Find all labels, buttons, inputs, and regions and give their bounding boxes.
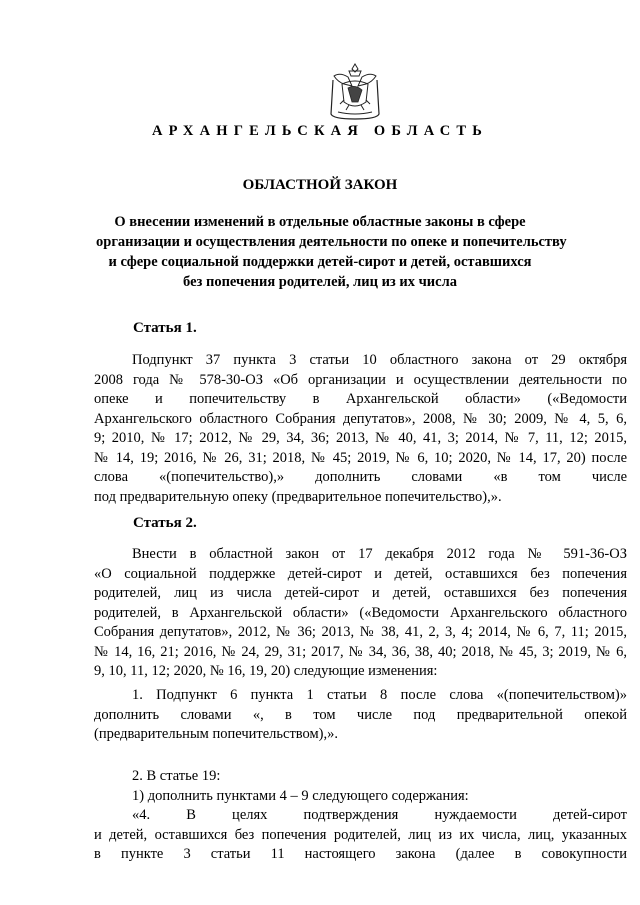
article-1-heading: Статья 1.: [133, 320, 197, 336]
text-line: слова «(попечительство),» дополнить словами «в том числе: [94, 469, 627, 485]
law-subject-line: без попечения родителей, лиц из их числа: [183, 274, 457, 290]
law-title: ОБЛАСТНОЙ ЗАКОН: [242, 177, 398, 193]
text-line: № 14, 19; 2016, № 26, 31; 2018, № 45; 2019, № 6, 10; 2020, № 14, 17, 20) после: [94, 449, 627, 466]
article-2-item-2: [94, 767, 627, 865]
text-line: под предварительную опеку (предварительное попечительство),».: [94, 488, 502, 505]
text-line: «О социальной поддержке детей-сирот и детей, оставшихся без попечения: [94, 565, 627, 582]
text-line: и детей, оставшихся без попечения родителей, лиц из их числа, лиц, указанных: [94, 826, 627, 843]
region-name: АРХАНГЕЛЬСКАЯ ОБЛАСТЬ: [151, 123, 489, 139]
law-subject-line: и сфере социальной поддержки детей-сирот и детей, оставшихся: [108, 254, 532, 270]
text-line: в пункте 3 статьи 11 настоящего закона (далее в совокупности: [94, 846, 627, 862]
text-line: Внести в областной закон от 17 декабря 2012 года № 591-36-ОЗ: [132, 546, 627, 562]
text-line: «4. В целях подтверждения нуждаемости детей-сирот: [132, 807, 627, 823]
law-subject: [96, 212, 567, 292]
text-line: 2008 года № 578-30-ОЗ «Об организации и осуществлении деятельности по: [94, 371, 627, 388]
article-2-intro: [94, 545, 627, 682]
text-line: 2. В статье 19:: [132, 768, 221, 784]
text-line: 9; 2010, № 17; 2012, № 29, 34, 36; 2013, № 40, 41, 3; 2014, № 7, 11, 12; 2015,: [94, 430, 627, 446]
text-line: 1) дополнить пунктами 4 – 9 следующего содержания:: [132, 787, 469, 804]
text-line: № 14, 16, 21; 2016, № 24, 29, 31; 2017, № 34, 36, 38, 40; 2018, № 45, 3; 2019, № 6,: [94, 643, 627, 660]
article-2-item-1: [94, 686, 627, 745]
law-subject-line: О внесении изменений в отдельные областные законы в сфере: [114, 214, 526, 230]
text-line: Архангельского областного Собрания депутатов», 2008, № 30; 2009, № 4, 5, 6,: [94, 410, 627, 427]
article-2-heading: Статья 2.: [133, 515, 197, 531]
law-subject-line: организации и осуществления деятельности по опеке и попечительству: [96, 234, 567, 250]
text-line: Собрания депутатов», 2012, № 36; 2013, № 38, 41, 2, 3, 4; 2014, № 6, 7, 11; 2015,: [94, 624, 627, 640]
article-1-body: [94, 351, 627, 507]
text-line: опеке и попечительству в Архангельской области» («Ведомости: [94, 391, 627, 407]
text-line: 9, 10, 11, 12; 2020, № 16, 19, 20) следующие изменения:: [94, 663, 438, 679]
text-line: (предварительным попечительством),».: [94, 726, 339, 742]
text-line: родителей, в Архангельской области» («Ведомости Архангельского областного: [94, 604, 627, 621]
text-line: родителей, лиц из числа детей-сирот и детей, оставшихся без попечения: [94, 585, 627, 601]
text-line: 1. Подпункт 6 пункта 1 статьи 8 после слова «(попечительством)»: [132, 687, 627, 703]
coat-of-arms-icon: [330, 62, 380, 120]
text-line: дополнить словами «, в том числе под предварительной опекой: [94, 706, 627, 723]
text-line: Подпункт 37 пункта 3 статьи 10 областного закона от 29 октября: [132, 352, 627, 368]
